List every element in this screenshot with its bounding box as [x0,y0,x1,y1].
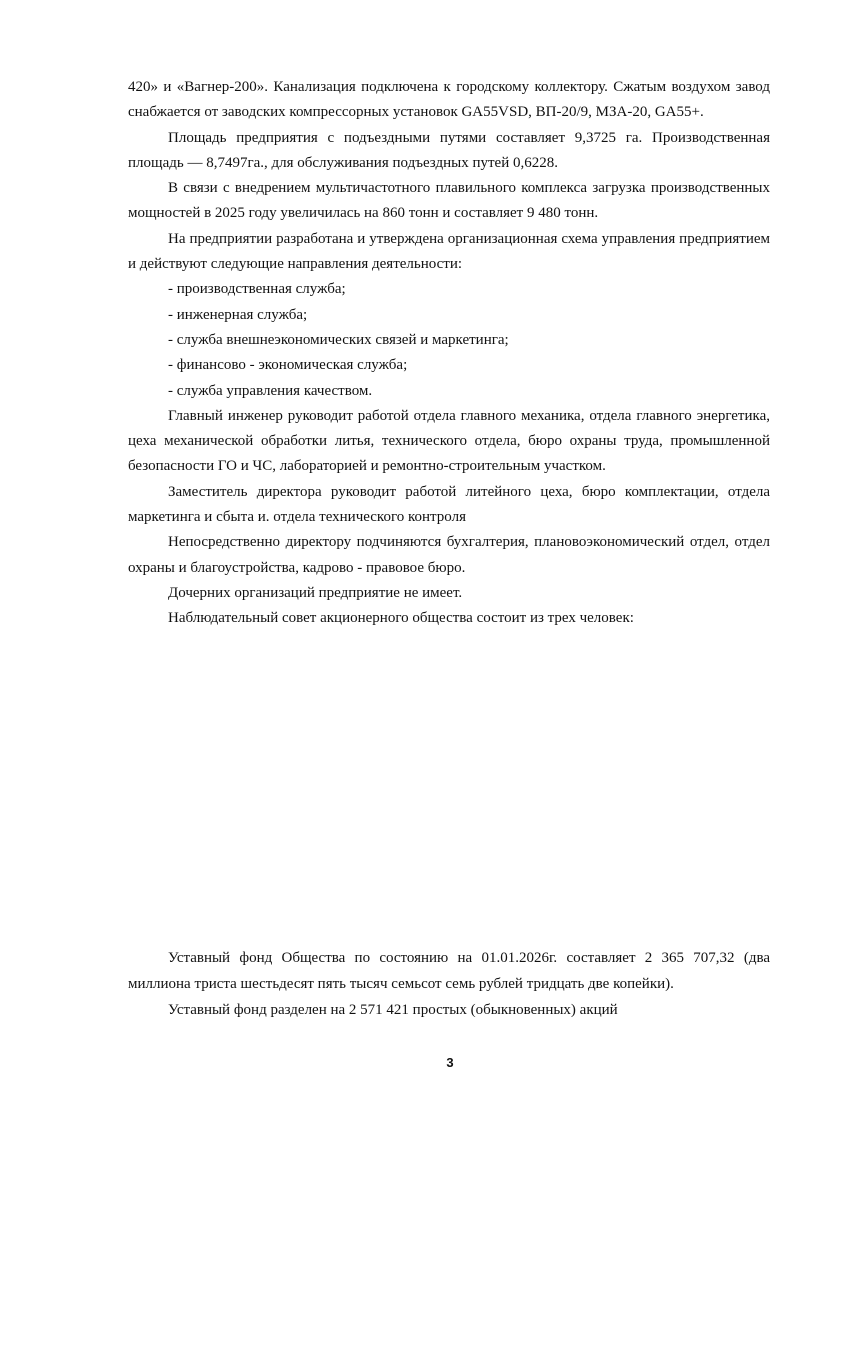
paragraph-supervisory-board: Наблюдательный совет акционерного общества состоит из трех человек: [168,610,634,627]
document-body-bottom [128,945,770,1023]
paragraph-director-subordinates: Непосредственно директору подчиняются бухгалтерия, плановоэкономический отдел, отдел охраны и благоустройства, кадрово - правовое бюро. [128,534,770,576]
list-item: - производственная служба; [168,281,346,298]
document-body-top [128,75,770,632]
paragraph-deputy-director: Заместитель директора руководит работой литейного цеха, бюро комплектации, отдела маркетинга и сбыта и. отдела технического контроля [128,483,770,526]
paragraph-utilities: 420» и «Вагнер-200». Канализация подключена к городскому коллектору. Сжатым воздухом завод снабжается от заводских компрессорных установок GA55VSD, ВП-20/9, МЗА-20, GA55+. [128,79,770,121]
paragraph-shares: Уставный фонд разделен на 2 571 421 простых (обыкновенных) акций [168,1002,618,1018]
page-number: 3 [446,1055,454,1070]
list-item: - финансово - экономическая служба; [168,357,408,374]
paragraph-chief-engineer: Главный инженер руководит работой отдела главного механика, отдела главного энергетика, цеха механической обработки литья, технического отдела, бюро охраны труда, промышленной безопасности ГО и ЧС, лабораторией и ремонтно-строительным участком. [128,407,770,475]
paragraph-capacity: В связи с внедрением мультичастотного плавильного комплекса загрузка производственных мощностей в 2025 году увеличилась на 860 тонн и составляет 9 480 тонн. [128,180,770,222]
paragraph-org-scheme: На предприятии разработана и утверждена организационная схема управления предприятием и действуют следующие направления деятельности: [128,230,770,273]
paragraph-subsidiaries: Дочерних организаций предприятие не имеет. [168,584,463,601]
departments-list [128,277,770,403]
paragraph-area: Площадь предприятия с подъездными путями составляет 9,3725 га. Производственная площадь — 8,7497га., для обслуживания подъездных путей 0,6228. [128,129,770,171]
list-item: - инженерная служба; [168,306,308,323]
paragraph-authorized-capital: Уставный фонд Общества по состоянию на 01.01.2026г. составляет 2 365 707,32 (два миллиона триста шестьдесят пять тысяч семьсот семь рублей тридцать две копейки). [128,950,770,992]
list-item: - служба внешнеэкономических связей и маркетинга; [168,331,509,348]
list-item: - служба управления качеством. [168,382,373,399]
